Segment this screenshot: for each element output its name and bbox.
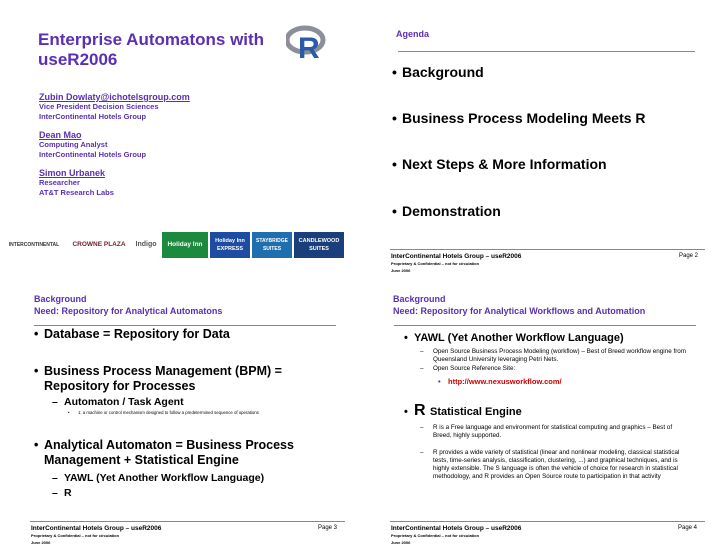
footer-date: June 2006 <box>31 540 51 545</box>
logo-holiday-inn-express: Holiday Inn EXPRESS <box>210 232 250 258</box>
slide-4 <box>360 279 720 557</box>
footer-org: InterContinental Hotels Group – useR2006 <box>391 525 522 532</box>
person-2 <box>39 130 190 160</box>
title-divider <box>34 325 336 326</box>
agenda-item-4: • Demonstration <box>392 203 501 219</box>
person-2-role: Computing Analyst <box>39 140 108 149</box>
sub-definition: • 1: a machine or control mechanism designed to follow a predetermined sequence of operations <box>68 410 259 415</box>
slide-4-title <box>393 293 645 317</box>
person-3-org: AT&T Research Labs <box>39 188 114 197</box>
slide-1 <box>0 0 360 278</box>
bullet-r-engine: • R Statistical Engine <box>404 402 522 419</box>
r-sub-1: – R is a Free language and environment for statistical computing and graphics – Best of Breed, highly supported. <box>420 424 673 439</box>
r-sub-2: – R provides a wide variety of statistical (linear and nonlinear modeling, classical statistical tests, time-series analysis, classification, clustering, ...) and graphical techniques, and is highly extensible. The S language is often the vehicle of choice for research in statistical methodology, and R provides an Open Source route to participation in that activity <box>420 449 680 480</box>
nexus-link[interactable]: • http://www.nexusworkflow.com/ <box>438 377 562 386</box>
yawl-sub-2: – Open Source Reference Site: <box>420 365 516 372</box>
footer-date: June 2006 <box>391 268 411 273</box>
title-line-1: Background <box>393 294 446 304</box>
bullet-database: • Database = Repository for Data <box>34 327 230 341</box>
footer-divider <box>390 249 705 250</box>
logo-candlewood: CANDLEWOOD SUITES <box>294 232 344 258</box>
logo-indigo: Indigo <box>135 241 157 248</box>
footer-divider <box>390 521 705 522</box>
title-line-1: Background <box>34 294 87 304</box>
bullet-bpm: • Business Process Management (BPM) = Repository for Processes <box>34 364 282 393</box>
title-divider <box>394 325 696 326</box>
person-2-name[interactable]: Dean Mao <box>39 130 82 140</box>
footer-date: June 2006 <box>391 540 411 545</box>
sub-yawl: – YAWL (Yet Another Workflow Language) <box>52 472 265 484</box>
title-line-2: Need: Repository for Analytical Automatons <box>34 306 223 316</box>
person-3-name[interactable]: Simon Urbanek <box>39 168 106 178</box>
logo-crowne-plaza: CROWNE PLAZA <box>72 241 126 248</box>
title-divider <box>398 51 695 52</box>
r-logo <box>286 24 326 60</box>
person-2-org: InterContinental Hotels Group <box>39 150 147 159</box>
person-3 <box>39 168 190 198</box>
slide-1-title <box>38 30 264 70</box>
yawl-sub-1: – Open Source Business Process Modeling (workflow) – Best of Breed workflow engine from Queensland University leveraging Petri Nets. <box>420 348 687 363</box>
footer-confidential: Proprietary & Confidential – not for circulation <box>391 261 480 266</box>
agenda-item-2: • Business Process Modeling Meets R <box>392 110 646 126</box>
logo-staybridge: STAYBRIDGE SUITES <box>252 232 292 258</box>
page-number: Page 2 <box>679 253 699 259</box>
people-list <box>39 92 190 198</box>
footer-org: InterContinental Hotels Group – useR2006 <box>391 253 522 260</box>
r-logo-letter: R <box>298 32 320 60</box>
person-1 <box>39 92 190 122</box>
bullet-yawl: • YAWL (Yet Another Workflow Language) <box>404 332 624 344</box>
person-1-email[interactable]: Zubin Dowlaty@ichotelsgroup.com <box>39 92 190 102</box>
agenda-item-3: • Next Steps & More Information <box>392 156 607 172</box>
slide-3 <box>0 279 360 557</box>
person-3-role: Researcher <box>39 178 80 187</box>
footer-left <box>391 525 521 546</box>
footer-left <box>391 253 521 274</box>
page-number: Page 4 <box>678 525 698 531</box>
footer-left <box>31 525 161 546</box>
sub-r: – R <box>52 487 72 499</box>
page-number: Page 3 <box>318 525 338 531</box>
footer-confidential: Proprietary & Confidential – not for circulation <box>31 533 120 538</box>
sub-automaton: – Automaton / Task Agent <box>52 396 184 408</box>
person-1-org: InterContinental Hotels Group <box>39 112 147 121</box>
logo-holiday-inn: Holiday Inn <box>162 232 208 258</box>
slide-2 <box>360 0 720 278</box>
slide-2-title: Agenda <box>396 29 430 39</box>
footer-confidential: Proprietary & Confidential – not for circulation <box>391 533 480 538</box>
title-line-2: Need: Repository for Analytical Workflows and Automation <box>393 306 646 316</box>
person-1-role: Vice President Decision Sciences <box>39 102 159 111</box>
slide-3-title <box>34 293 222 317</box>
agenda-item-1: • Background <box>392 64 484 80</box>
footer-org: InterContinental Hotels Group – useR2006 <box>31 525 162 532</box>
title-line-1: Enterprise Automatons with <box>38 30 265 49</box>
title-line-2: useR2006 <box>38 50 118 69</box>
bullet-analytical: • Analytical Automaton = Business Process Management + Statistical Engine <box>34 438 294 467</box>
logo-intercontinental: INTERCONTINENTAL <box>8 242 60 248</box>
footer-divider <box>30 521 345 522</box>
